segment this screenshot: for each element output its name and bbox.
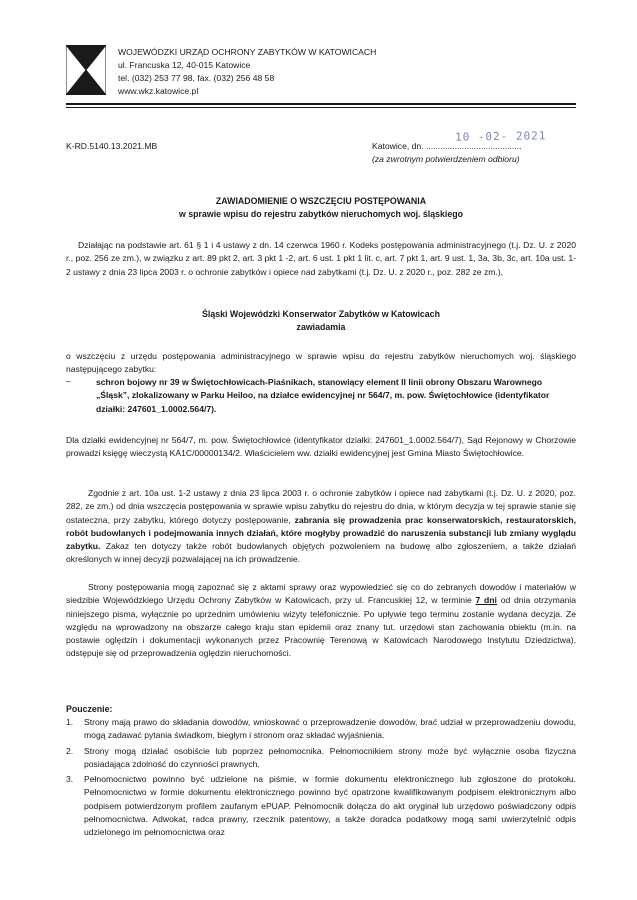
letterhead xyxy=(118,46,376,98)
document-title: ZAWIADOMIENIE O WSZCZĘCIU POSTĘPOWANIA xyxy=(215,196,427,206)
instructions-heading: Pouczenie: xyxy=(66,704,113,714)
intro-paragraph: o wszczęciu z urzędu postępowania administracyjnego w sprawie wpisu do rejestru zabytków nieruchomych woj. śląskiego następującego zabytku: xyxy=(66,351,576,375)
instruction-number: 3. xyxy=(66,774,74,784)
monument-description: schron bojowy nr 39 w Świętochłowicach-Piaśnikach, stanowiący element II linii obrony Obszaru Warownego „Śląsk”, zlokalizowany w Parku Heiloo, na działce ewidencyjnej nr 564/7, m. pow. Świętochłowice (identyfikator działki: 247601_1.0002.564/7). xyxy=(96,377,550,414)
instruction-text: Strony mają prawo do składania dowodów, wnioskować o przeprowadzenie dowodów, brać udział w przeprowadzeniu dowodu, mogą zadawać pytania świadkom, biegłym i stronom oraz składać wyjaśnienia. xyxy=(84,717,576,741)
prohibition-paragraph xyxy=(66,487,576,567)
instruction-item xyxy=(66,745,576,772)
instruction-number: 2. xyxy=(66,746,74,756)
case-reference: K-RD.5140.13.2021.MB xyxy=(66,141,158,151)
institution-address: ul. Francuska 12, 40-015 Katowice xyxy=(118,60,251,70)
institution-logo-icon xyxy=(66,45,106,95)
instruction-number: 1. xyxy=(66,717,74,727)
header-divider-thick xyxy=(66,103,576,105)
instruction-text: Strony mogą działać osobiście lub poprzez pełnomocnika. Pełnomocnikiem strony może być wyłącznie osoba fizyczna posiadająca zdolność do czynności prawnych. xyxy=(84,746,576,770)
institution-phone: tel. (032) 253 77 98, fax. (032) 256 48 58 xyxy=(118,73,275,83)
instruction-text: Pełnomocnictwo powinno być udzielone na piśmie, w formie dokumentu elektronicznego lub zgłoszone do protokołu. Pełnomocnictwo w formie dokumentu elektronicznego powinno być opatrzone kwalifikowanym podpisem elektronicznym albo podpisem potwierdzonym profilem zaufanym ePUAP. Pełnomocnik dołącza do akt oryginał lub urzędowo poświadczony odpis pełnomocnictwa. Adwokat, radca prawny, rzecznik patentowy, a także doradca podatkowy mogą sami uwierzytelnić odpis udzielonego im pełnomocnictwa oraz xyxy=(84,774,576,838)
parties-text-2: od dnia otrzymania niniejszego pisma, wyłącznie po uprzednim umówieniu wizyty telefonicznie. Po upływie tego terminu zostanie wydana decyzja. Ze względu na wprowadzony na obszarze całego kraju stan epidemii oraz znany tut. urzędowi stan zachowania obiektu (m.in. na postawie oględzin i dokumentacji wykonanych przez Pracownię Terenową w Katowicach Narodowego Instytutu Dziedzictwa), odstępuje się od przeprowadzenia oględzin nieruchomości. xyxy=(66,595,576,659)
land-register-paragraph: Dla działki ewidencyjnej nr 564/7, m. pow. Świętochłowice (identyfikator działki: 247601_1.0002.564/7), Sąd Rejonowy w Chorzowie prowadzi księgę wieczystą KA1C/00000134/2. Właścicielem ww. działki ewidencyjnej jest Gmina Miasto Świętochłowice. xyxy=(66,435,576,459)
authority-name: Śląski Wojewódzki Konserwator Zabytków w Katowicach xyxy=(202,309,440,319)
prohibition-text-2: Zakaz ten dotyczy także robót budowlanych objętych pozwoleniem na budowę albo zgłoszeniem, a także działań określonych w innej decyzji pozwalającej na ich prowadzenie. xyxy=(66,541,577,565)
prohibition-text-1: Zgodnie z art. 10a ust. 1-2 ustawy z dnia 23 lipca 2003 r. o ochronie zabytków i opiece nad zabytkami (t.j. Dz. U. z 2020, poz. 282, ze zm.) od dnia wszczęcia postępowania w sprawie wpisu zabytku do rejestru do dnia, w którym decyzja w tej sprawie stanie się ostateczna, przy zabytku, którego dotyczy postępowanie, xyxy=(66,488,576,525)
institution-name: WOJEWÓDZKI URZĄD OCHRONY ZABYTKÓW W KATOWICACH xyxy=(118,47,377,57)
date-stamp: 10 -02- 2021 xyxy=(454,129,547,144)
bullet-dash: – xyxy=(66,376,71,386)
legal-basis-paragraph: Działając na podstawie art. 61 § 1 i 4 ustawy z dn. 14 czerwca 1960 r. Kodeks postępowania administracyjnego (t.j. Dz. U. z 2020 r., poz. 256 ze zm.), w związku z art. 89 pkt 2, art. 3 pkt 1 -2, art. 6 ust. 1 pkt 1 lit. c, art. 7 pkt 1, art. 9 ust. 1, 3a, 3b, 3c, art. 10a ust. 1-2 ustawy z dnia 23 lipca 2003 r. o ochronie zabytków i opiece nad zabytkami (t.j. Dz. U. z 2020 r., poz. 282 ze zm.), xyxy=(66,240,576,277)
document-subtitle: w sprawie wpisu do rejestru zabytków nieruchomych woj. śląskiego xyxy=(178,209,464,219)
prohibition-bold: zabrania się prowadzenia prac konserwatorskich, restauratorskich, robót budowlanych i podejmowania innych działań, które mogłyby prowadzić do naruszenia substancji lub zmiany wyglądu zabytku. xyxy=(66,514,576,552)
place-date: Katowice, dn. ........................................ xyxy=(372,141,522,151)
instruction-item xyxy=(66,716,576,743)
header-divider-thin xyxy=(66,107,576,108)
parties-paragraph xyxy=(66,581,576,661)
institution-website[interactable]: www.wkz.katowice.pl xyxy=(118,86,199,96)
authority-action: zawiadamia xyxy=(296,322,346,332)
parties-text-1: Strony postępowania mogą zapoznać się z aktami sprawy oraz wypowiedzieć się co do zebranych dowodów i materiałów w siedzibie Wojewódzkiego Urzędu Ochrony Zabytków w Katowicach, przy ul. Francuskiej 12, w terminie xyxy=(66,582,576,606)
instruction-item xyxy=(66,773,576,839)
delivery-note: (za zwrotnym potwierdzeniem odbioru) xyxy=(372,154,520,164)
deadline: 7 dni xyxy=(475,595,497,606)
